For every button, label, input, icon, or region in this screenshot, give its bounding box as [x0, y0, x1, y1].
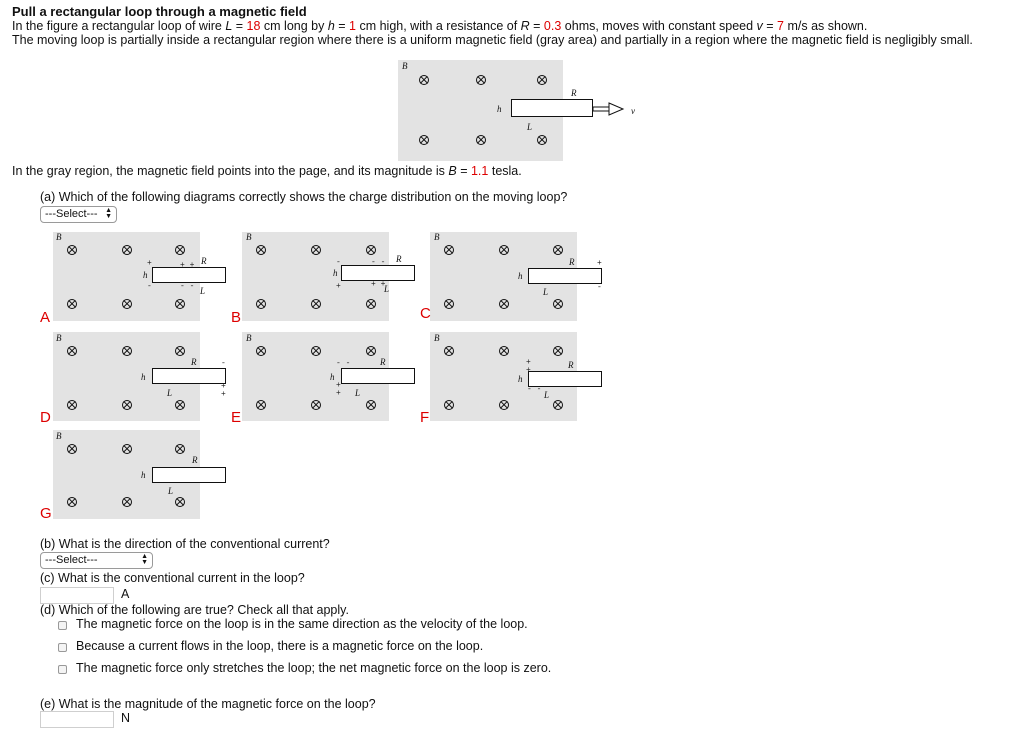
diagram-r-label: R [569, 257, 575, 267]
diagram-r-label: R [568, 360, 574, 370]
speed-value: 7 [777, 19, 784, 33]
field-into-page-icon [366, 346, 376, 356]
option-d-3-checkbox[interactable] [58, 665, 67, 674]
diagram-l-label: L [200, 286, 206, 296]
diagram-field-label: B [246, 232, 252, 242]
field-into-page-icon [444, 299, 454, 309]
field-into-page-icon [175, 245, 185, 255]
question-a: (a) Which of the following diagrams correctly shows the charge distribution on the moving loop? [40, 190, 568, 204]
question-b: (b) What is the direction of the conventional current? [40, 537, 330, 551]
diagram-loop [152, 368, 226, 384]
field-into-page-icon [553, 299, 563, 309]
field-into-page-icon [537, 75, 547, 85]
diagram-field-label: B [56, 333, 62, 343]
diagram-l-label: L [355, 388, 361, 398]
wire-loop [511, 99, 593, 117]
field-into-page-icon [499, 245, 509, 255]
charge-plus-mark: + [597, 259, 602, 268]
select-arrows-icon: ▲ ▼ [105, 207, 112, 220]
field-into-page-icon [553, 245, 563, 255]
charge-minus-mark: - - [180, 282, 195, 291]
charge-plus-mark: + [336, 282, 341, 291]
diagram-h-label: h [333, 268, 338, 278]
force-unit: N [121, 711, 131, 725]
diagram-l-label: L [544, 390, 550, 400]
field-into-page-icon [537, 135, 547, 145]
charge-minus-mark: - [221, 359, 226, 368]
length-label: L [527, 122, 533, 132]
charge-plus-mark: + + [221, 382, 226, 399]
diagram-l-label: L [543, 287, 549, 297]
charge-plus-mark: + + [180, 261, 195, 270]
field-into-page-icon [175, 400, 185, 410]
option-d-2-label: Because a current flows in the loop, there is a magnetic force on the loop. [76, 639, 484, 653]
resistance-value: 0.3 [543, 19, 562, 33]
diagram-r-label: R [192, 455, 198, 465]
diagram-letter-e: E [231, 409, 242, 426]
resistance-label: R [571, 88, 577, 98]
diagram-field-label: B [434, 333, 440, 343]
field-statement: In the gray region, the magnetic field points into the page, and its magnitude is B = 1.1 tesla. [12, 164, 522, 178]
option-d-1-label: The magnetic force on the loop is in the same direction as the velocity of the loop. [76, 617, 528, 631]
problem-title: Pull a rectangular loop through a magnetic field [12, 4, 307, 19]
charge-minus-mark: - - [527, 385, 542, 394]
diagram-field-label: B [56, 232, 62, 242]
question-c: (c) What is the conventional current in the loop? [40, 571, 305, 585]
field-into-page-icon [122, 299, 132, 309]
field-into-page-icon [311, 400, 321, 410]
diagram-h-label: h [518, 374, 523, 384]
field-into-page-icon [366, 245, 376, 255]
field-into-page-icon [67, 299, 77, 309]
field-into-page-icon [419, 75, 429, 85]
field-into-page-icon [256, 400, 266, 410]
question-e: (e) What is the magnitude of the magnetic force on the loop? [40, 697, 376, 711]
field-into-page-icon [122, 444, 132, 454]
diagram-h-label: h [143, 270, 148, 280]
diagram-field-label: B [246, 333, 252, 343]
field-into-page-icon [67, 245, 77, 255]
field-into-page-icon [499, 400, 509, 410]
field-into-page-icon [122, 245, 132, 255]
charge-minus-mark: - - [336, 359, 351, 368]
diagram-letter-c: C [420, 305, 431, 322]
height-value: 1 [349, 19, 356, 33]
select-arrows-icon: ▲ ▼ [141, 553, 148, 566]
diagram-field-label: B [434, 232, 440, 242]
field-into-page-icon [175, 346, 185, 356]
diagram-l-label: L [167, 388, 173, 398]
diagram-r-label: R [396, 254, 402, 264]
charge-plus-mark: + + [336, 381, 341, 398]
field-magnitude: 1.1 [470, 164, 489, 178]
diagram-loop [341, 368, 415, 384]
diagram-h-label: h [330, 372, 335, 382]
field-into-page-icon [67, 444, 77, 454]
field-into-page-icon [311, 346, 321, 356]
diagram-letter-b: B [231, 309, 242, 326]
field-into-page-icon [175, 497, 185, 507]
diagram-loop [528, 268, 602, 284]
option-d-2-checkbox[interactable] [58, 643, 67, 652]
length-value: 18 [246, 19, 261, 33]
diagram-field-label: B [56, 431, 62, 441]
field-into-page-icon [553, 346, 563, 356]
height-label: h [497, 104, 502, 114]
diagram-r-label: R [380, 357, 386, 367]
force-input[interactable] [40, 711, 114, 728]
diagram-letter-g: G [40, 505, 52, 522]
charge-minus-mark: - [147, 282, 152, 291]
charge-minus-mark: - [336, 258, 341, 267]
field-into-page-icon [175, 299, 185, 309]
field-into-page-icon [256, 245, 266, 255]
field-into-page-icon [256, 346, 266, 356]
field-into-page-icon [175, 444, 185, 454]
problem-description: In the figure a rectangular loop of wire L = 18 cm long by h = 1 cm high, with a resistance of R = 0.3 ohms, moves with constant speed v = 7 m/s as shown. The moving loop is partially inside a rectangular region where there is a uniform magnetic field (gray area) and partially in a region where the magnetic field is negligibly small. [12, 19, 973, 47]
diagram-r-label: R [201, 256, 207, 266]
field-into-page-icon [444, 346, 454, 356]
field-into-page-icon [67, 497, 77, 507]
diagram-letter-f: F [420, 409, 430, 426]
field-into-page-icon [67, 400, 77, 410]
option-d-3-label: The magnetic force only stretches the loop; the net magnetic force on the loop is zero. [76, 661, 552, 675]
field-into-page-icon [122, 497, 132, 507]
field-into-page-icon [476, 75, 486, 85]
charge-plus-mark: + + [526, 358, 531, 375]
field-into-page-icon [499, 299, 509, 309]
diagram-letter-d: D [40, 409, 51, 426]
field-into-page-icon [366, 400, 376, 410]
diagram-h-label: h [141, 470, 146, 480]
current-unit: A [121, 587, 130, 601]
field-into-page-icon [499, 346, 509, 356]
select-b[interactable]: ---Select--- ▲ ▼ [40, 552, 153, 569]
charge-minus-mark: - - [371, 258, 386, 267]
field-into-page-icon [366, 299, 376, 309]
velocity-arrow-icon [593, 102, 627, 116]
field-into-page-icon [444, 400, 454, 410]
diagram-loop [152, 467, 226, 483]
velocity-label: v [631, 106, 635, 116]
option-d-1-checkbox[interactable] [58, 621, 67, 630]
charge-plus-mark: + [147, 259, 152, 268]
diagram-r-label: R [191, 357, 197, 367]
field-into-page-icon [419, 135, 429, 145]
field-into-page-icon [553, 400, 563, 410]
field-into-page-icon [67, 346, 77, 356]
field-into-page-icon [256, 299, 266, 309]
field-into-page-icon [444, 245, 454, 255]
diagram-h-label: h [141, 372, 146, 382]
field-into-page-icon [122, 400, 132, 410]
field-label: B [402, 61, 408, 71]
diagram-h-label: h [518, 271, 523, 281]
question-d: (d) Which of the following are true? Check all that apply. [40, 603, 349, 617]
field-into-page-icon [476, 135, 486, 145]
charge-plus-mark: + + [371, 280, 386, 289]
select-a[interactable]: ---Select--- ▲ ▼ [40, 206, 117, 223]
diagram-letter-a: A [40, 309, 51, 326]
diagram-l-label: L [384, 284, 390, 294]
diagram-l-label: L [168, 486, 174, 496]
field-into-page-icon [122, 346, 132, 356]
diagram-loop [341, 265, 415, 281]
current-input[interactable] [40, 587, 114, 604]
charge-minus-mark: - [597, 283, 602, 292]
field-into-page-icon [311, 299, 321, 309]
field-into-page-icon [311, 245, 321, 255]
